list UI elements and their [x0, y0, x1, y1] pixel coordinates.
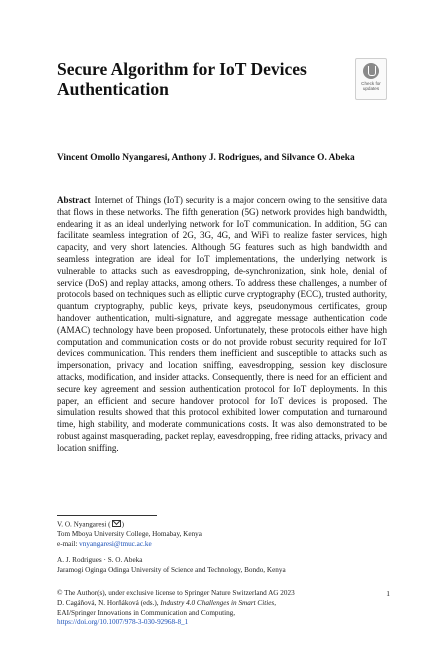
- email-link[interactable]: vnyangaresi@tmuc.ac.ke: [79, 540, 152, 549]
- footnote-divider: [57, 515, 157, 516]
- footnote-email-line: [57, 540, 387, 550]
- badge-text: [356, 81, 386, 91]
- paper-title: [57, 59, 347, 99]
- coauthor-names: A. J. Rodrigues · S. O. Abeka: [57, 556, 143, 564]
- email-label: e-mail:: [57, 540, 78, 549]
- series-line: EAI/Springer Innovations in Communication and Computing,: [57, 608, 236, 617]
- coauthor-affiliation: Jaramogi Oginga Odinga University of Science and Technology, Bondo, Kenya: [57, 565, 286, 574]
- envelope-icon: [112, 520, 121, 527]
- footnote-corresponding-author: [57, 520, 387, 550]
- page-number: 1: [386, 589, 390, 598]
- book-title: Industry 4.0 Challenges in Smart Cities: [160, 598, 275, 607]
- badge-line-1: Check for: [361, 81, 381, 86]
- badge-line-2: updates: [362, 86, 380, 92]
- footnote-name: V. O. Nyangaresi: [57, 520, 107, 529]
- footnote-coauthors: [57, 556, 387, 576]
- editors-prefix: D. Cagáňová, N. Horňáková (eds.),: [57, 598, 161, 607]
- footnote-affiliation: Tom Mboya University College, Homabay, Kenya: [57, 530, 202, 539]
- editors-suffix: ,: [274, 598, 276, 607]
- doi-link[interactable]: https://doi.org/10.1007/978-3-030-92968-8_1: [57, 618, 189, 627]
- title-line-2: Authentication: [57, 79, 169, 99]
- title-line-1: Secure Algorithm for IoT Devices: [57, 59, 307, 79]
- footnote-name-line: V. O. Nyangaresi ( ): [57, 520, 124, 529]
- copyright-line: © The Author(s), under exclusive license to Springer Nature Switzerland AG 2023: [57, 589, 295, 597]
- abstract-text: Internet of Things (IoT) security is a major concern owing to the sensitive data that flows in these networks. The fifth generation (5G) network provides high bandwidth, endearing it as an ideal underlying network for IoT communication. In addition, 5G can facilitate seamless integration of 2G, 3G, 4G, and WiFi to realize faster services, high capacity, and very short latencies. Although 5G features such as high bandwidth and seamless integration are ideal for IoT implementations, the underlying network is vulnerable to attacks such as eavesdropping, de-synchronization, sink hole, denial of service (DoS) and replay attacks, among others. To address these challenges, a number of protocols based on techniques such as elliptic curve cryptography (ECC), trusted authority, quantum cryptography, public keys, private keys, pseudonymous certificates, group handover authentication, multi-signature, and aggregate message authentication code (AMAC) technology have been proposed. Unfortunately, these protocols either have high computation and communication costs or do not provide robust security required for IoT devices communication. This renders them inefficient and susceptible to attacks such as impersonation, privacy and location sniffing, eavesdropping, session key disclosure attacks, modification, and insider attacks. Consequently, there is need for an efficient and secure key agreement and session authentication protocol for IoT deployments. In this paper, an efficient and secure handover protocol for IoT devices is proposed. The simulation results showed that this protocol exhibited lower computation and turnaround time, high stability, and moderate communications costs. It was also demonstrated to be robust against masquerading, packet replay, eavesdropping, free riding attacks, privacy and location sniffing.: [57, 195, 388, 453]
- abstract-label: Abstract: [57, 195, 91, 205]
- bookmark-check-icon: [363, 63, 379, 79]
- editors-line: [57, 599, 387, 609]
- abstract: [57, 195, 387, 455]
- check-for-updates-badge[interactable]: [355, 58, 387, 100]
- copyright-block: [57, 589, 387, 628]
- author-list: Vincent Omollo Nyangaresi, Anthony J. Rodrigues, and Silvance O. Abeka: [57, 153, 355, 163]
